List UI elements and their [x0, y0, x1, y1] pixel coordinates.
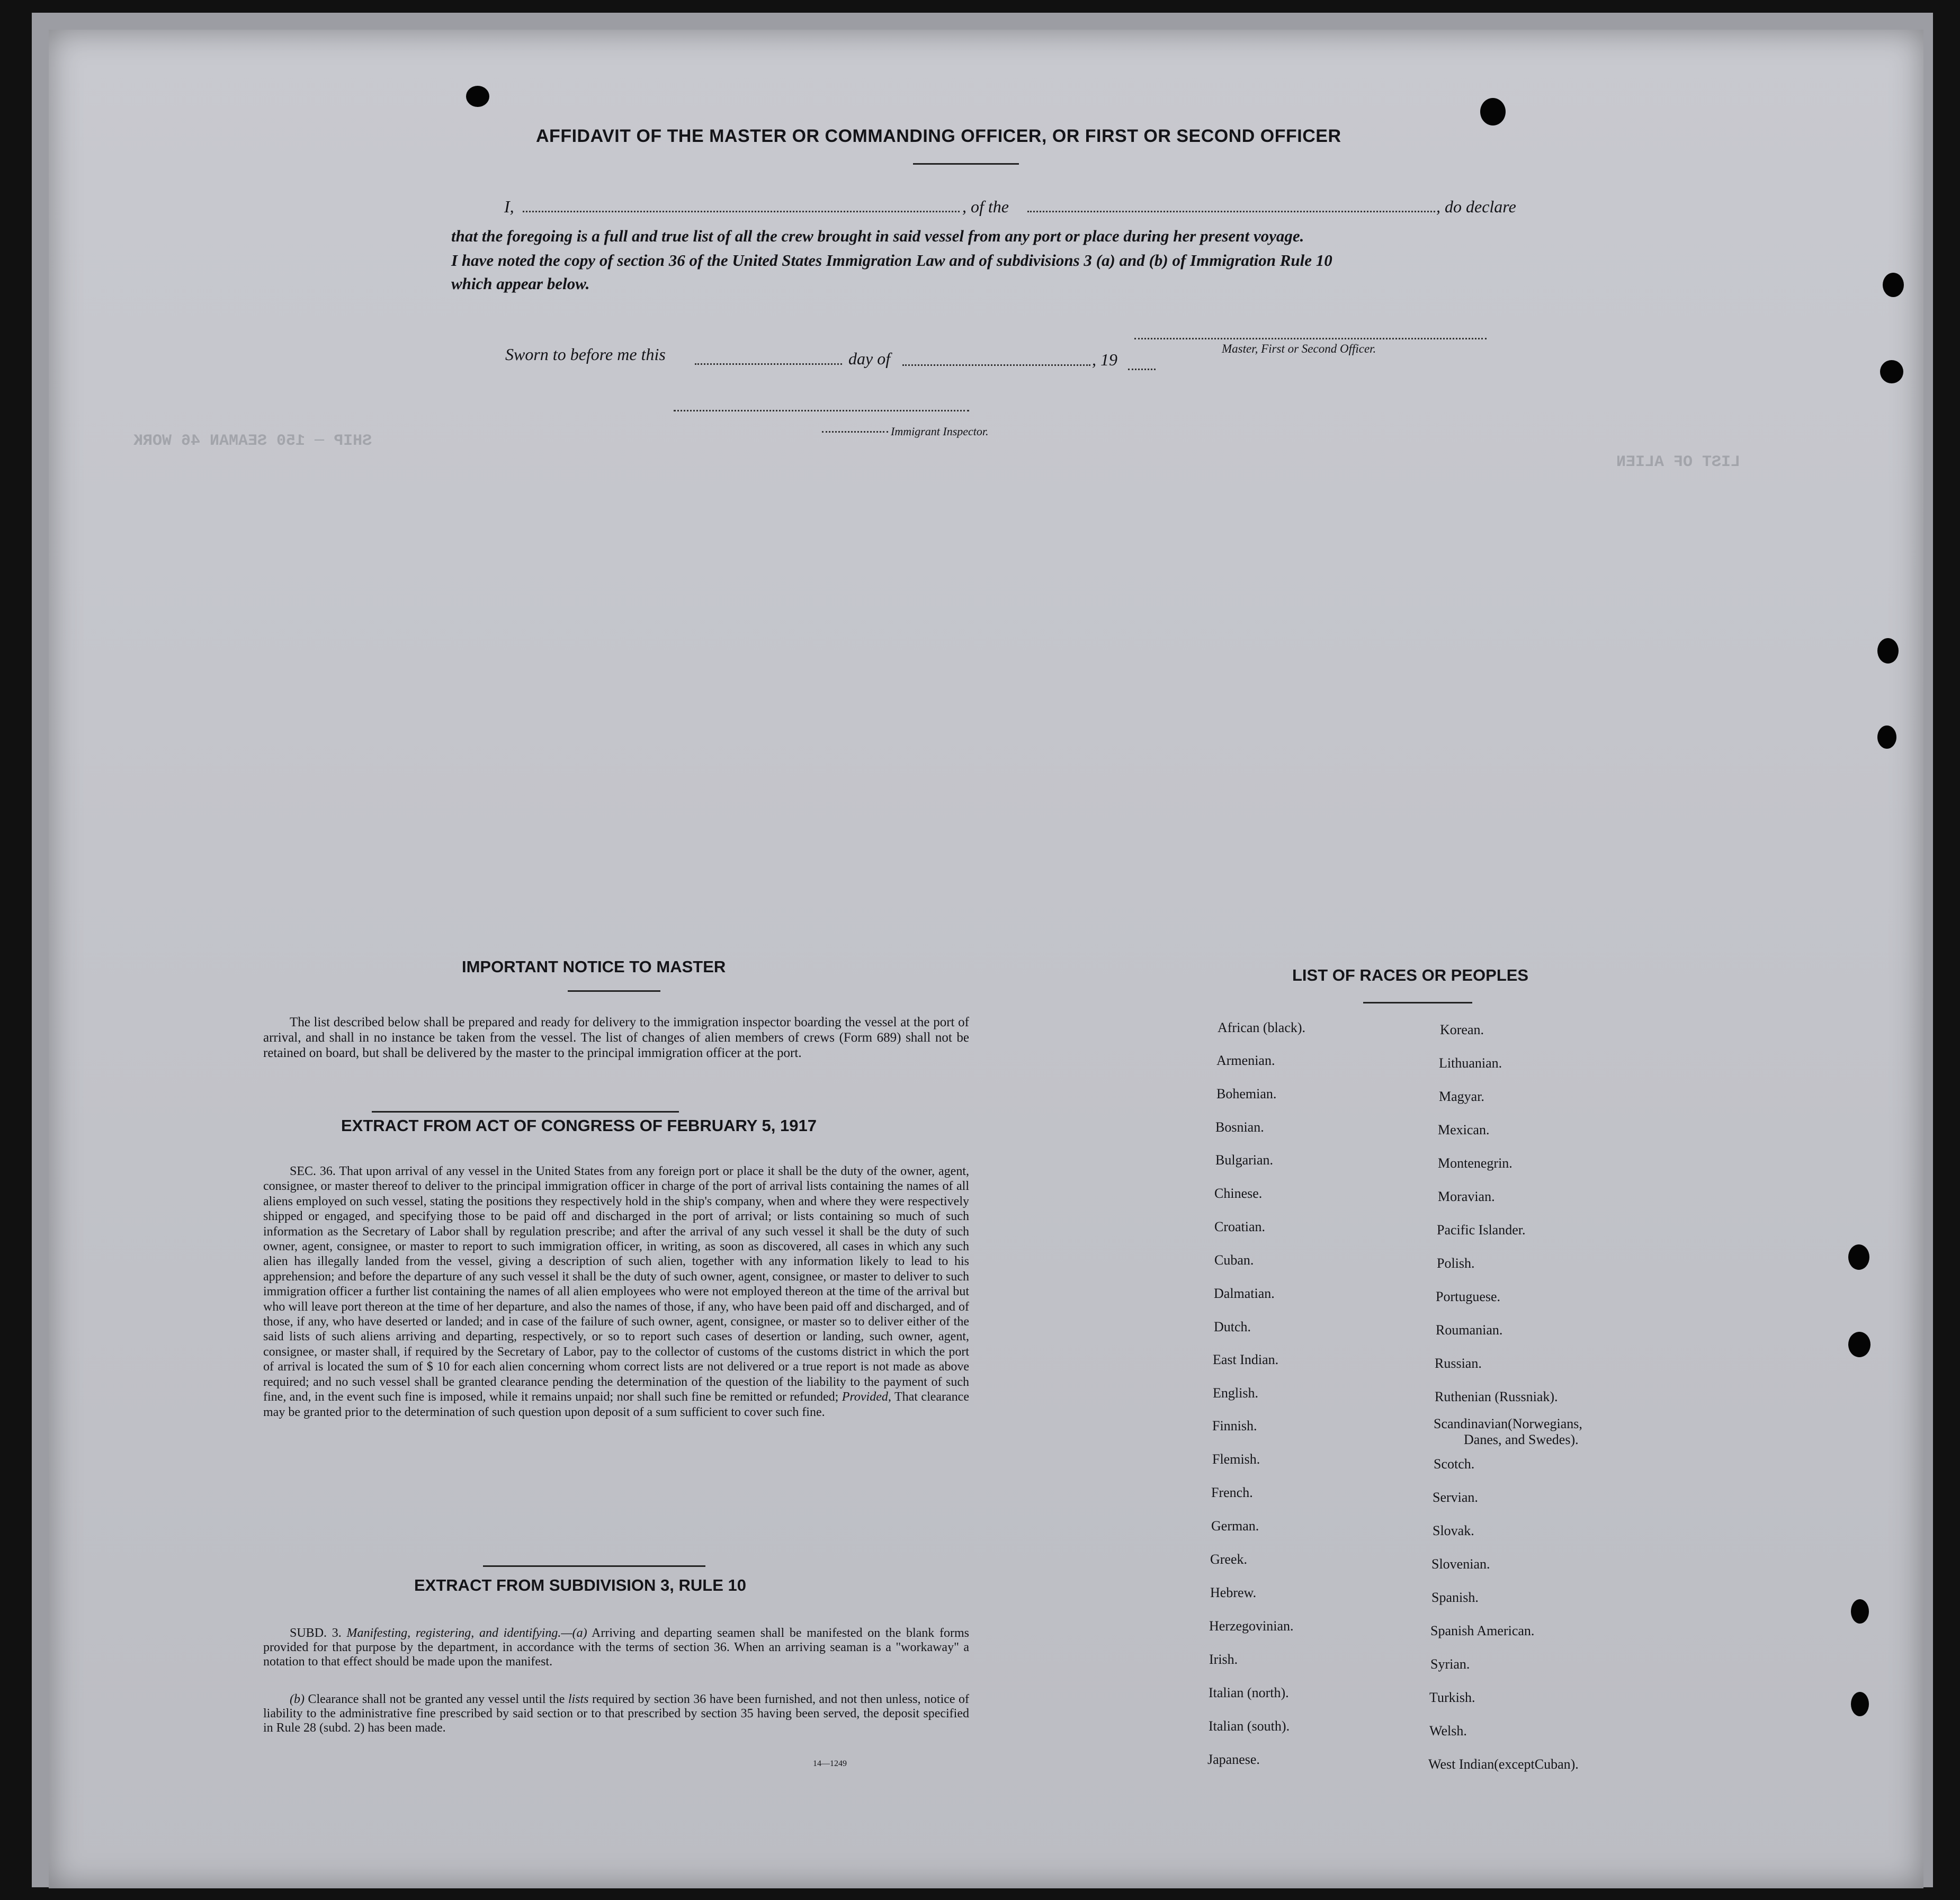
rule-extract-text-a — [263, 1626, 969, 1669]
punch-hole — [1848, 1332, 1870, 1357]
subd-b-label: (b) — [290, 1692, 305, 1706]
month-field[interactable] — [902, 364, 1090, 366]
affidavit-of-the: , of the — [962, 197, 1009, 216]
signature-field[interactable] — [1134, 338, 1487, 339]
race-left: Dalmatian. — [1214, 1286, 1275, 1301]
race-left: Finnish. — [1212, 1418, 1257, 1433]
subd-label: SUBD. 3. — [290, 1626, 342, 1640]
subd-body-a: Arriving and departing seamen shall be manifested on the blank forms provided for that purpose by the department, in accordance with the terms of section 36. When an arriving seaman is a "workaway" a notation to that effect should be made upon the manifest. — [263, 1626, 969, 1669]
bleed-through-text: LIST OF ALIEN — [1616, 453, 1741, 471]
race-left: African (black). — [1218, 1020, 1306, 1035]
race-right: Slovak. — [1433, 1523, 1474, 1538]
race-right: Polish. — [1437, 1256, 1475, 1271]
race-right: Lithuanian. — [1439, 1055, 1502, 1071]
race-right: Russian. — [1435, 1356, 1482, 1371]
subd-heading: Manifesting, registering, and identifying.—(a) — [346, 1626, 587, 1640]
race-right: Servian. — [1433, 1490, 1478, 1505]
name-field[interactable] — [523, 211, 960, 212]
race-right: Montenegrin. — [1438, 1155, 1512, 1171]
race-left: Japanese. — [1207, 1752, 1260, 1767]
races-title: LIST OF RACES OR PEOPLES — [1292, 966, 1529, 984]
provided-word: Provided, — [842, 1390, 891, 1404]
inspector-field[interactable] — [674, 410, 969, 411]
lists-word: lists — [568, 1692, 589, 1706]
race-right: Moravian. — [1438, 1189, 1495, 1204]
race-left: Greek. — [1210, 1552, 1248, 1567]
year-field[interactable] — [1128, 369, 1156, 370]
race-right: Scotch. — [1434, 1456, 1475, 1472]
sec-label: SEC. 36. — [290, 1164, 336, 1178]
race-left: Croatian. — [1214, 1219, 1266, 1234]
inspector-label: Immigrant Inspector. — [891, 425, 989, 438]
subd-body-b2: required by section 36 have been furnished, and not then unless, notice of liability to the administrative fine prescribed by said section or to that prescribed by section 35 having been served, the deposit specified in Rule 28 (subd. 2) has been made. — [263, 1692, 970, 1735]
bleed-through-text: SHIP ─ 150 SEAMAN 46 WORK — [133, 432, 372, 450]
divider — [372, 1111, 679, 1113]
sworn-label: Sworn to before me this — [505, 345, 666, 364]
divider — [483, 1565, 705, 1567]
race-left: Armenian. — [1216, 1053, 1275, 1068]
race-right: Turkish. — [1429, 1690, 1475, 1705]
race-right: Mexican. — [1438, 1122, 1490, 1137]
race-left: Italian (north). — [1209, 1685, 1289, 1700]
race-right: Magyar. — [1439, 1089, 1484, 1104]
inspector-field-end — [822, 431, 888, 433]
form-number: 14—1249 — [813, 1759, 847, 1768]
signature-label: Master, First or Second Officer. — [1222, 342, 1376, 355]
race-left: Hebrew. — [1210, 1585, 1257, 1600]
year-label: , 19 — [1092, 350, 1117, 369]
divider — [568, 990, 660, 992]
race-right: Pacific Islander. — [1437, 1222, 1526, 1238]
divider — [913, 163, 1019, 165]
act-extract-title: EXTRACT FROM ACT OF CONGRESS OF FEBRUARY 5, 1917 — [341, 1116, 817, 1135]
race-right: Roumanian. — [1436, 1322, 1503, 1338]
notice-text: The list described below shall be prepared and ready for delivery to the immigration inspector boarding the vessel at the port of arrival, and shall in no instance be taken from the vessel. The list of changes of alien members of crews (Form 689) shall not be retained on board, but shall be delivered by the master to the principal immigration officer at the port. — [263, 1015, 969, 1060]
race-right-cont: Danes, and Swedes). — [1464, 1432, 1579, 1447]
act-body-end: That clearance may be granted prior to the determination of such question upon deposit of a sum sufficient to cover such fine. — [263, 1390, 969, 1419]
race-left: Bosnian. — [1215, 1119, 1264, 1135]
act-body: That upon arrival of any vessel in the United States from any foreign port or place it shall be the duty of the owner, agent, consignee, or master thereof to deliver to the principal immigration officer in charge of the port of arrival lists containing the names of all aliens employed on such vessel, stating the positions they respectively hold in the ship's company, when and where they were respectively shipped or engaged, and specifying those to be paid off and discharged in the port of arrival; or lists containing so much of such information as the Secretary of Labor shall by regulation prescribe; and after the arrival of any such vessel it shall be the duty of such owner, agent, consignee, or master to report to such immigration officer, in writing, as soon as discovered, all cases in which any such alien has illegally landed from the vessel, giving a description of such alien, together with any information likely to lead to his apprehension; and before the departure of any such vessel it shall be the duty of such owner, agent, consignee, or master to deliver to such immigration officer a further list containing the names of all alien employees who were not employed thereon at the time of the arrival but who will leave port thereon at the time of her departure, and also the names of those, if any, who have been paid off and discharged, and of those, if any, who have deserted or landed; and in case of the failure of such owner, agent, consignee, or master so to deliver either of the said lists of such aliens arriving and departing, respectively, or so to report such cases of desertion or landing, such owner, agent, consignee, or master shall, if required by the Secretary of Labor, pay to the collector of customs of the customs district in which the port of arrival is located the sum of $ 10 for each alien concerning whom correct lists are not delivered or a true report is not made as above required; and no such vessel shall be granted clearance pending the determination of the question of the liability to the payment of such fine, and, in the event such fine is imposed, while it remains unpaid; nor shall such fine be remitted or refunded; — [263, 1164, 969, 1404]
day-field[interactable] — [695, 363, 842, 365]
punch-hole — [1877, 725, 1896, 749]
rule-extract-title: EXTRACT FROM SUBDIVISION 3, RULE 10 — [414, 1576, 746, 1594]
race-right: Ruthenian (Russniak). — [1435, 1389, 1558, 1404]
punch-hole — [1877, 638, 1899, 664]
race-right: Welsh. — [1429, 1723, 1467, 1738]
race-right: Syrian. — [1430, 1656, 1470, 1672]
ink-blot — [1480, 98, 1506, 126]
act-extract-text — [263, 1164, 969, 1420]
race-left: German. — [1211, 1518, 1259, 1534]
day-of-label: day of — [848, 349, 891, 368]
race-left: Flemish. — [1212, 1451, 1260, 1467]
race-right: Portuguese. — [1436, 1289, 1501, 1304]
race-left: English. — [1213, 1385, 1258, 1401]
race-left: Bulgarian. — [1215, 1152, 1274, 1168]
document-sheet — [49, 30, 1923, 1888]
race-right: Korean. — [1440, 1022, 1484, 1037]
race-left: East Indian. — [1213, 1352, 1279, 1367]
affidavit-line: I have noted the copy of section 36 of the United States Immigration Law and of subdivisions 3 (a) and (b) of Immigration Rule 10 — [451, 251, 1332, 270]
race-left: Irish. — [1209, 1652, 1238, 1667]
race-right: Spanish American. — [1430, 1623, 1535, 1638]
race-left: Italian (south). — [1209, 1718, 1290, 1734]
punch-hole — [1883, 273, 1904, 297]
race-left: Herzegovinian. — [1209, 1618, 1294, 1634]
subd-body-b1: Clearance shall not be granted any vessel until the — [308, 1692, 565, 1706]
punch-hole — [1848, 1244, 1869, 1270]
affidavit-title: AFFIDAVIT OF THE MASTER OR COMMANDING OFFICER, OR FIRST OR SECOND OFFICER — [536, 126, 1341, 146]
race-left: Cuban. — [1214, 1252, 1254, 1268]
punch-hole — [1851, 1599, 1869, 1624]
affidavit-i: I, — [504, 197, 514, 216]
race-left: Chinese. — [1214, 1186, 1263, 1201]
race-left: French. — [1211, 1485, 1253, 1500]
affidavit-line: that the foregoing is a full and true list of all the crew brought in said vessel from any port or place during her present voyage. — [451, 227, 1304, 245]
race-right: Slovenian. — [1431, 1556, 1490, 1572]
punch-hole — [1880, 360, 1903, 383]
notice-title: IMPORTANT NOTICE TO MASTER — [462, 957, 726, 976]
race-left: Dutch. — [1214, 1319, 1251, 1334]
affidavit-line: which appear below. — [451, 274, 590, 293]
vessel-field[interactable] — [1027, 211, 1435, 212]
affidavit-declare: , do declare — [1436, 197, 1516, 216]
race-right: Spanish. — [1431, 1590, 1479, 1605]
race-left: Bohemian. — [1216, 1086, 1277, 1101]
rule-extract-text-b — [263, 1692, 969, 1735]
divider — [1363, 1002, 1472, 1003]
race-right: Scandinavian(Norwegians, — [1434, 1416, 1582, 1431]
race-right: West Indian(exceptCuban). — [1428, 1756, 1579, 1772]
punch-hole — [1851, 1692, 1869, 1716]
ink-blot — [466, 86, 489, 107]
